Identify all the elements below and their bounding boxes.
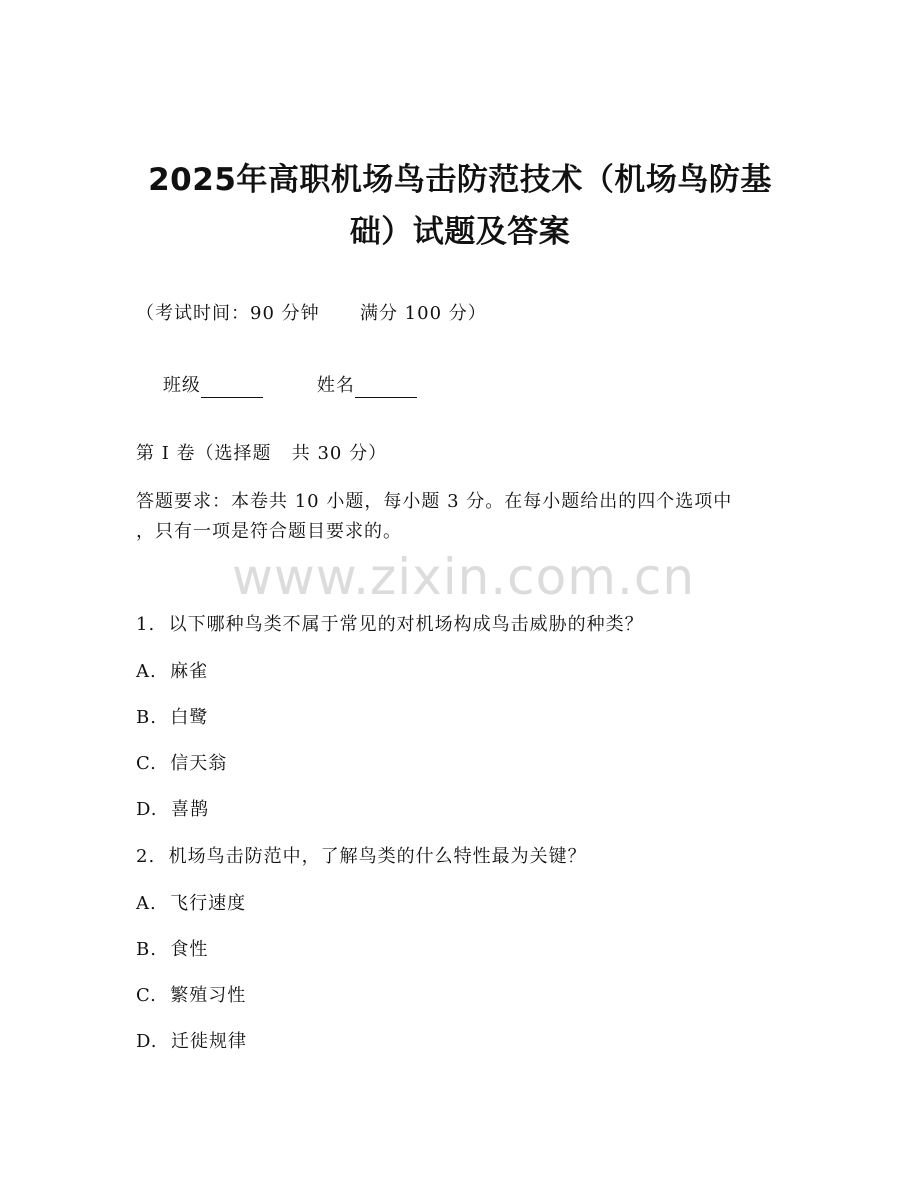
name-label: 姓名 — [316, 375, 355, 396]
instructions-line-2: ，只有一项是符合题目要求的。 — [136, 521, 402, 542]
question-2-option-c: C. 繁殖习性 — [136, 985, 247, 1006]
question-1: 1. 以下哪种鸟类不属于常见的对机场构成鸟击威胁的种类？ — [136, 614, 644, 635]
question-2-option-b: B. 食性 — [136, 939, 209, 960]
watermark: www.zixin.com.cn — [232, 548, 696, 606]
question-1-option-b: B. 白鹭 — [136, 707, 209, 728]
question-2-option-a: A. 飞行速度 — [136, 893, 247, 914]
class-label: 班级 — [162, 375, 201, 396]
section-title: 第 I 卷（选择题 共 30 分） — [136, 443, 388, 464]
question-1-option-c: C. 信天翁 — [136, 753, 228, 774]
title-line-1: 2025年高职机场鸟击防范技术（机场鸟防基 — [148, 162, 772, 198]
exam-info: （考试时间：90 分钟 满分 100 分） — [136, 303, 487, 324]
class-name-row — [136, 350, 417, 422]
question-2: 2. 机场鸟击防范中，了解鸟类的什么特性最为关键？ — [136, 846, 587, 867]
instructions-line-1: 答题要求：本卷共 10 小题，每小题 3 分。在每小题给出的四个选项中 — [136, 491, 733, 512]
question-2-option-d: D. 迁徙规律 — [136, 1031, 247, 1052]
question-1-option-a: A. 麻雀 — [136, 661, 209, 682]
title-line-2: 础）试题及答案 — [349, 214, 571, 250]
class-blank — [201, 379, 263, 398]
name-blank — [355, 379, 417, 398]
document-title — [110, 154, 810, 258]
question-1-option-d: D. 喜鹊 — [136, 799, 209, 820]
